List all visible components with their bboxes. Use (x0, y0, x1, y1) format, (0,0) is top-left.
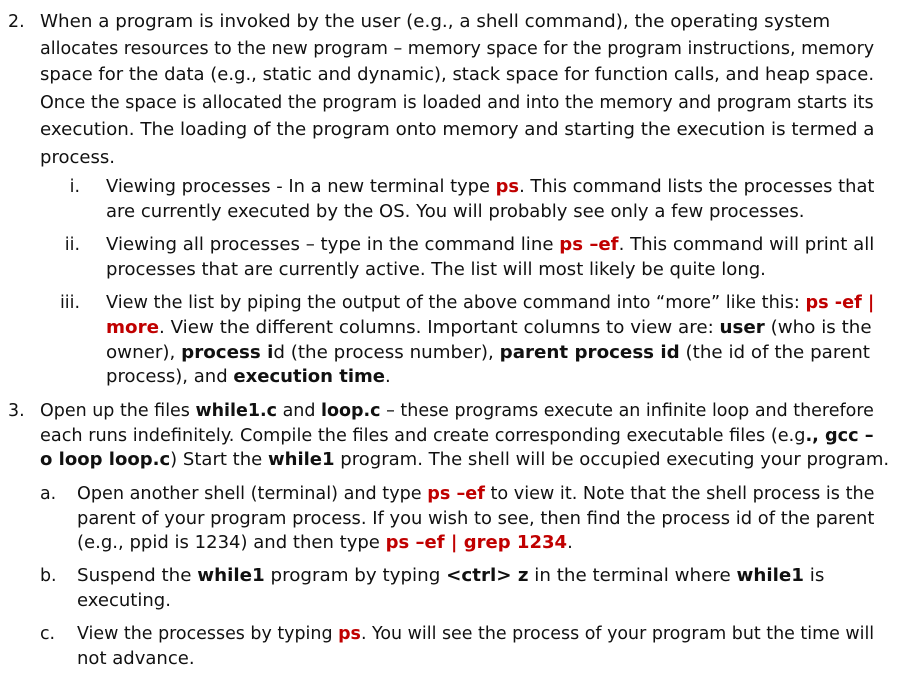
text-run: execution. The loading of the program onto memory and starting the execution is termed a (40, 120, 875, 140)
text-line (40, 64, 874, 86)
text-line (77, 565, 824, 587)
text-line (40, 92, 874, 114)
text-run: Viewing all processes – type in the command line (106, 235, 560, 255)
command-text: ps –ef (427, 484, 485, 504)
command-text: ps (495, 177, 520, 197)
text-run: processes that are currently active. The list will most likely be quite long. (106, 260, 766, 280)
bold-term: user (719, 318, 765, 338)
text-line (40, 147, 115, 169)
bold-term: parent process id (499, 343, 680, 363)
text-run: Once the space is allocated the program is loaded and into the memory and program starts its (40, 93, 874, 113)
text-run: process. (40, 148, 115, 168)
text-line (77, 623, 874, 645)
text-run: . This command lists the processes that (519, 177, 875, 197)
text-run: View the processes by typing (77, 624, 339, 644)
text-run: ) Start the (170, 450, 268, 470)
text-run: process), and (106, 367, 234, 387)
list-marker: a. (40, 484, 57, 504)
bold-term: process i (181, 343, 274, 363)
text-line (106, 201, 804, 223)
text-run: Open up the files (40, 401, 196, 421)
text-line (106, 366, 391, 388)
text-run: program by typing (264, 566, 447, 586)
text-run: executing. (77, 591, 171, 611)
list-marker: i. (69, 177, 80, 197)
text-line (40, 38, 874, 60)
text-run: and (277, 401, 322, 421)
text-line (40, 425, 874, 447)
text-run: View the list by piping the output of the above command into “more” like this: (106, 293, 806, 313)
text-run: each runs indefinitely. Compile the files and create corresponding executable files (e.g (40, 426, 806, 446)
text-run: in the terminal where (528, 566, 737, 586)
list-marker: 2. (8, 12, 25, 32)
list-marker: ii. (64, 235, 80, 255)
text-run: not advance. (77, 649, 195, 669)
text-line (40, 119, 874, 141)
text-run: parent of your program process. If you wish to see, then find the process id of the parent (77, 509, 875, 529)
text-run: When a program is invoked by the user (e.g., a shell command), the operating system (40, 12, 831, 32)
text-run: Suspend the (77, 566, 198, 586)
list-marker: 3. (8, 401, 25, 421)
text-line (106, 234, 874, 256)
text-run: . (385, 367, 391, 387)
text-run: space for the data (e.g., static and dynamic), stack space for function calls, and heap space. (40, 65, 875, 85)
bold-term: ., gcc – (805, 426, 874, 446)
text-run: (e.g., ppid is 1234) and then type (77, 533, 386, 553)
command-text: ps –ef (559, 235, 619, 255)
text-run: (the id of the parent (679, 343, 870, 363)
text-line (106, 342, 870, 364)
text-run: . (567, 533, 573, 553)
text-run: Viewing processes - In a new terminal type (106, 177, 496, 197)
text-run: is (803, 566, 825, 586)
bold-term: execution time (233, 367, 386, 387)
text-line (77, 590, 171, 612)
text-run: are currently executed by the OS. You will probably see only a few processes. (106, 202, 805, 222)
command-text: ps –ef | grep 1234 (385, 533, 568, 553)
text-line (77, 508, 874, 530)
text-line (106, 176, 874, 198)
list-marker: iii. (59, 293, 80, 313)
bold-term: while1 (197, 566, 265, 586)
text-line (106, 259, 766, 281)
text-run: . View the different columns. Important columns to view are: (158, 318, 720, 338)
text-run: program. The shell will be occupied executing your program. (334, 450, 890, 470)
text-line (77, 483, 874, 505)
bold-term: while1.c (195, 401, 278, 421)
text-run: allocates resources to the new program – memory space for the program instructions, memory (40, 39, 875, 59)
text-run: . This command will print all (618, 235, 875, 255)
bold-term: loop.c (321, 401, 381, 421)
list-marker: c. (40, 624, 56, 644)
bold-term: <ctrl> z (446, 566, 529, 586)
text-run: . You will see the process of your program but the time will (360, 624, 875, 644)
command-text: ps -ef | (805, 293, 875, 313)
text-run: to view it. Note that the shell process is the (484, 484, 875, 504)
text-run: (who is the (764, 318, 872, 338)
text-run: Open another shell (terminal) and type (77, 484, 428, 504)
bold-term: while1 (736, 566, 804, 586)
text-line (40, 11, 830, 33)
text-line (40, 449, 889, 471)
command-text: ps (338, 624, 361, 644)
bold-term: o loop loop.c (40, 450, 171, 470)
bold-term: while1 (267, 450, 335, 470)
text-line (77, 648, 195, 670)
text-line (77, 532, 573, 554)
text-run: d (the process number), (273, 343, 500, 363)
text-run: – these programs execute an infinite loop and therefore (380, 401, 874, 421)
text-line (106, 292, 874, 314)
text-line (106, 317, 872, 339)
text-line (40, 400, 874, 422)
list-marker: b. (40, 566, 57, 586)
text-run: owner), (106, 343, 182, 363)
command-text: more (106, 318, 159, 338)
